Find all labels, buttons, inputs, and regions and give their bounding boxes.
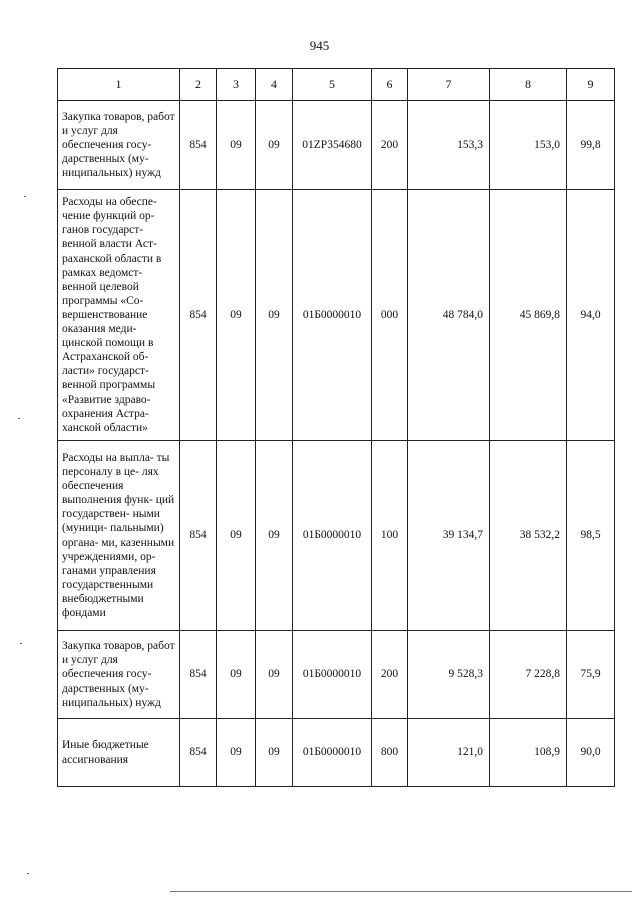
scan-speck [20,643,22,644]
cell-col5: 01Б0000010 [293,719,372,787]
cell-col9: 94,0 [567,190,615,441]
cell-col4: 09 [256,631,293,719]
page-number: 945 [309,38,330,53]
cell-col3: 09 [217,190,256,441]
column-header: 6 [372,69,408,101]
cell-col8: 108,9 [490,719,567,787]
table-row [58,190,615,441]
cell-col4: 09 [256,441,293,631]
cell-col7: 9 528,3 [408,631,490,719]
cell-col7: 48 784,0 [408,190,490,441]
column-header: 9 [567,69,615,101]
row-name-cell: Расходы на обеспе- чение функций ор- ганов государст- венной власти Аст- раханской области в рамках ведомст- венной целевой программы «Со- вершенствование оказания меди- цинской помощи в Астраханской об- ласти» государст- венной программы «Развитие здраво- охранения Астра- ханской области» [58,190,180,441]
cell-col3: 09 [217,101,256,190]
cell-col6: 200 [372,101,408,190]
cell-col5: 01Б0000010 [293,631,372,719]
table-row [58,719,615,787]
table-row [58,101,615,190]
cell-col5: 01Б0000010 [293,190,372,441]
table-header-row [58,69,615,101]
scan-edge-line [170,891,632,892]
row-name-cell: Закупка товаров, работ и услуг для обеспечения госу- дарственных (му- ниципальных) нужд [58,631,180,719]
cell-col3: 09 [217,441,256,631]
cell-col2: 854 [180,190,217,441]
column-header: 5 [293,69,372,101]
cell-col8: 38 532,2 [490,441,567,631]
table-row [58,631,615,719]
cell-col5: 01ZP354680 [293,101,372,190]
table-row [58,441,615,631]
column-header: 3 [217,69,256,101]
cell-col6: 200 [372,631,408,719]
column-header: 1 [58,69,180,101]
cell-col9: 90,0 [567,719,615,787]
row-name-cell: Закупка товаров, работ и услуг для обеспечения госу- дарственных (му- ниципальных) нужд [58,101,180,190]
cell-col4: 09 [256,719,293,787]
cell-col4: 09 [256,190,293,441]
cell-col2: 854 [180,441,217,631]
cell-col9: 98,5 [567,441,615,631]
column-header: 7 [408,69,490,101]
row-name-cell: Иные бюджетные ассигнования [58,719,180,787]
cell-col9: 75,9 [567,631,615,719]
row-name-cell: Расходы на выпла- ты персоналу в це- лях обеспечения выполнения функ- ций государствен- ными (муници- пальными) органа- ми, казенными учреждениями, ор- ганами управления государственными внебюджетными фондами [58,441,180,631]
scan-speck [24,196,26,197]
cell-col4: 09 [256,101,293,190]
cell-col7: 153,3 [408,101,490,190]
cell-col3: 09 [217,631,256,719]
budget-table [57,68,615,787]
cell-col9: 99,8 [567,101,615,190]
cell-col8: 45 869,8 [490,190,567,441]
cell-col8: 7 228,8 [490,631,567,719]
column-header: 8 [490,69,567,101]
cell-col2: 854 [180,631,217,719]
scan-speck [18,418,20,419]
column-header: 2 [180,69,217,101]
cell-col5: 01Б0000010 [293,441,372,631]
cell-col6: 800 [372,719,408,787]
cell-col3: 09 [217,719,256,787]
cell-col7: 121,0 [408,719,490,787]
cell-col6: 100 [372,441,408,631]
cell-col2: 854 [180,101,217,190]
cell-col8: 153,0 [490,101,567,190]
cell-col6: 000 [372,190,408,441]
column-header: 4 [256,69,293,101]
cell-col7: 39 134,7 [408,441,490,631]
cell-col2: 854 [180,719,217,787]
scan-speck [27,873,29,874]
